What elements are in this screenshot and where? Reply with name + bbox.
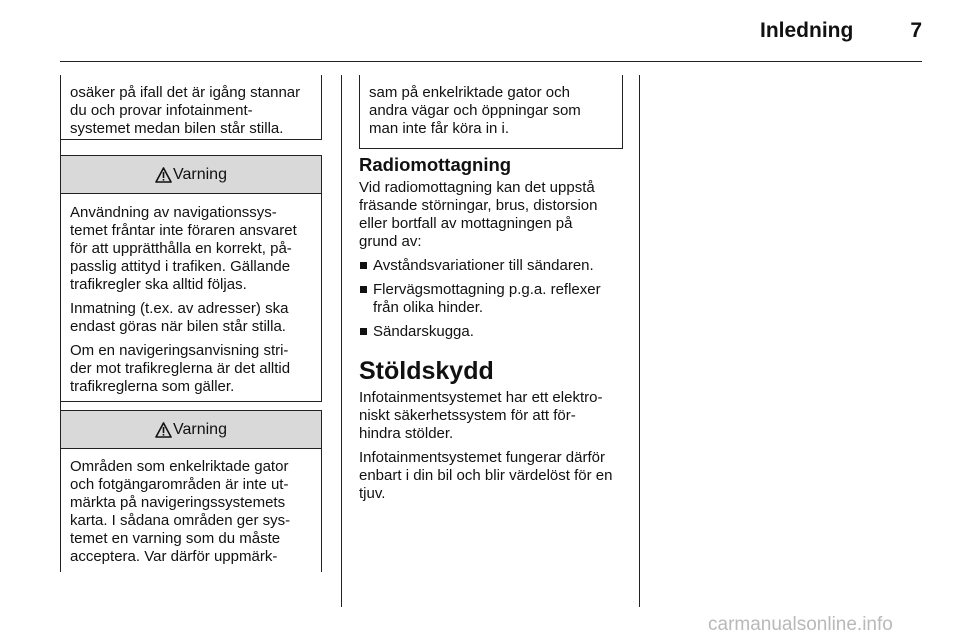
text-line: du och provar infotainment-	[70, 102, 253, 119]
paragraph	[70, 342, 320, 396]
text-line: andra vägar och öppningar som	[369, 102, 581, 119]
paragraph	[359, 449, 624, 503]
section-heading-theft: Stöldskydd	[359, 357, 494, 385]
text-line: från olika hinder.	[373, 299, 484, 316]
warning-box-2-body	[70, 458, 320, 566]
text-line: temet en varning som du måste	[70, 530, 281, 547]
text-line: Avståndsvariationer till sändaren.	[373, 257, 594, 274]
paragraph	[359, 389, 624, 443]
text-line: Infotainmentsystemet fungerar därför	[359, 449, 605, 466]
warning-box-1-body	[70, 204, 320, 402]
text-line: grund av:	[359, 233, 422, 250]
text-line: trafikregler ska alltid följas.	[70, 276, 247, 293]
paragraph	[70, 204, 320, 294]
text-line: endast göras när bilen står stilla.	[70, 318, 286, 335]
text-line: Områden som enkelriktade gator	[70, 458, 289, 475]
text-line: Om en navigeringsanvisning stri-	[70, 342, 289, 359]
text-line: märkta på navigeringssystemets	[70, 494, 286, 511]
text-line: acceptera. Var därför uppmärk-	[70, 548, 278, 565]
header-rule	[60, 61, 922, 62]
radio-bullet-list	[359, 257, 624, 347]
warning-box-1-header	[60, 155, 322, 194]
text-line: sam på enkelriktade gator och	[369, 84, 570, 101]
list-item	[359, 323, 624, 341]
text-line: trafikreglerna som gäller.	[70, 378, 235, 395]
watermark: carmanualsonline.info	[708, 614, 893, 635]
text-line: Vid radiomottagning kan det uppstå	[359, 179, 595, 196]
col1-intro-text	[70, 84, 320, 138]
text-line: niskt säkerhetssystem för att för-	[359, 407, 576, 424]
column-divider-right	[639, 75, 640, 607]
list-item	[359, 281, 624, 317]
text-line: der mot trafikreglerna är det alltid	[70, 360, 291, 377]
list-item	[359, 257, 624, 275]
text-line: Sändarskugga.	[373, 323, 474, 340]
text-line: och fotgängarområden är inte ut-	[70, 476, 289, 493]
text-line: Flervägsmottagning p.g.a. reflexer	[373, 281, 601, 298]
page-number: 7	[910, 19, 922, 42]
text-line: enbart i din bil och blir värdelöst för en	[359, 467, 613, 484]
text-line: Infotainmentsystemet har ett elektro-	[359, 389, 603, 406]
text-line: osäker på ifall det är igång stannar	[70, 84, 301, 101]
radio-intro	[359, 179, 624, 251]
text-line: hindra stölder.	[359, 425, 454, 442]
text-line: Användning av navigationssys-	[70, 204, 277, 221]
text-line: passlig attityd i trafiken. Gällande	[70, 258, 291, 275]
text-line: tjuv.	[359, 485, 386, 502]
paragraph	[70, 300, 320, 336]
text-line: man inte får köra in i.	[369, 120, 510, 137]
bullet-square-icon	[360, 286, 367, 293]
text-line: karta. I sådana områden ger sys-	[70, 512, 291, 529]
section-heading-radio: Radiomottagning	[359, 154, 512, 175]
bullet-square-icon	[360, 328, 367, 335]
warning-box-2-title: Varning	[173, 420, 227, 438]
page-header-title: Inledning	[760, 19, 854, 42]
text-line: eller bortfall av mottagningen på	[359, 215, 573, 232]
warning-box-2-header	[60, 410, 322, 449]
text-line: fräsande störningar, brus, distorsion	[359, 197, 598, 214]
text-line: Inmatning (t.ex. av adresser) ska	[70, 300, 289, 317]
column-divider-middle	[341, 75, 342, 607]
text-line: systemet medan bilen står stilla.	[70, 120, 284, 137]
text-line: för att upprätthålla en korrekt, på-	[70, 240, 292, 257]
bullet-square-icon	[360, 262, 367, 269]
theft-body	[359, 389, 624, 509]
warning-triangle-icon	[155, 422, 172, 438]
warning-box-2-continued-text	[369, 84, 619, 138]
text-line: temet fråntar inte föraren ansvaret	[70, 222, 297, 239]
warning-triangle-icon	[155, 167, 172, 183]
warning-box-1-title: Varning	[173, 165, 227, 183]
